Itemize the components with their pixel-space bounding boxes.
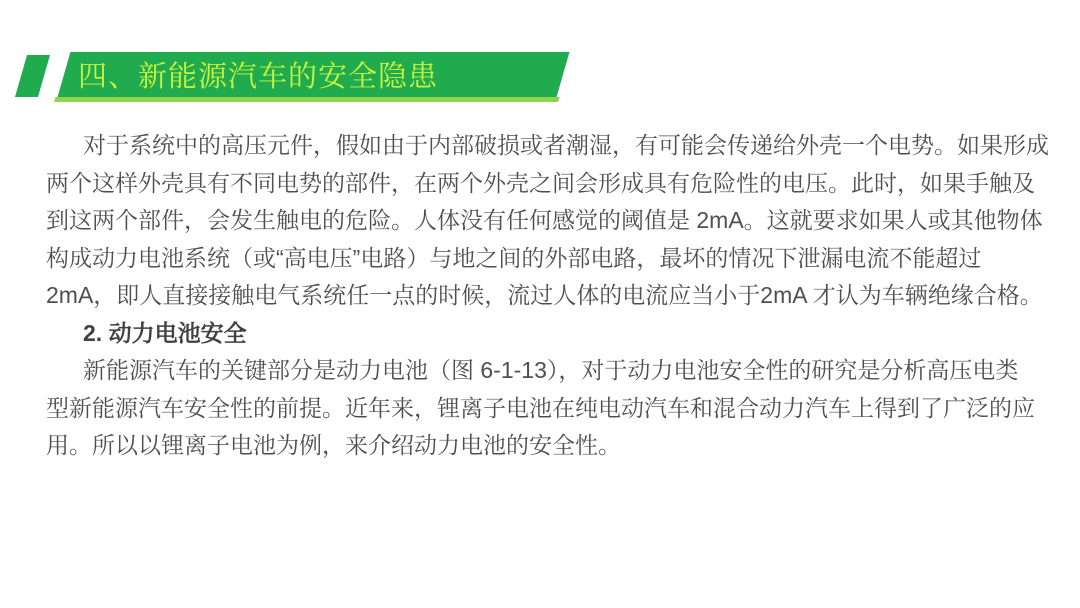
paragraph1-line-4: 构成动力电池系统（或“高电压”电路）与地之间的外部电路，最坏的情况下泄漏电流不能超过 [46,244,982,271]
paragraph1-line-2: 两个这样外壳具有不同电势的部件，在两个外壳之间会形成具有危险性的电压。此时，如果手触及 [46,169,1035,196]
paragraph1-line-1: 对于系统中的高压元件，假如由于内部破损或者潮湿，有可能会传递给外壳一个电势。如果形成 [83,132,1049,158]
paragraph2-line-2: 型新能源汽车安全性的前提。近年来，锂离子电池在纯电动汽车和混合动力汽车上得到了广泛的应 [46,394,1035,421]
paragraph2-line-1: 新能源汽车的关键部分是动力电池（图 6-1-13），对于动力电池安全性的研究是分析高压电类 [83,357,1019,383]
subheading-power-battery-safety: 2. 动力电池安全 [83,319,247,346]
header-accent-parallelogram [15,55,50,97]
slide-title: 四、新能源汽车的安全隐患 [78,61,439,93]
paragraph1-line-3: 到这两个部件，会发生触电的危险。人体没有任何感觉的阈值是 2mA。这就要求如果人或其他物体 [46,207,1043,233]
slide-body [46,127,1056,465]
paragraph2-line-3: 用。所以以锂离子电池为例，来介绍动力电池的安全性。 [46,432,621,458]
paragraph1-line-5: 2mA，即人直接接触电气系统任一点的时候，流过人体的电流应当小于2mA 才认为车辆绝缘合格。 [46,282,1043,308]
